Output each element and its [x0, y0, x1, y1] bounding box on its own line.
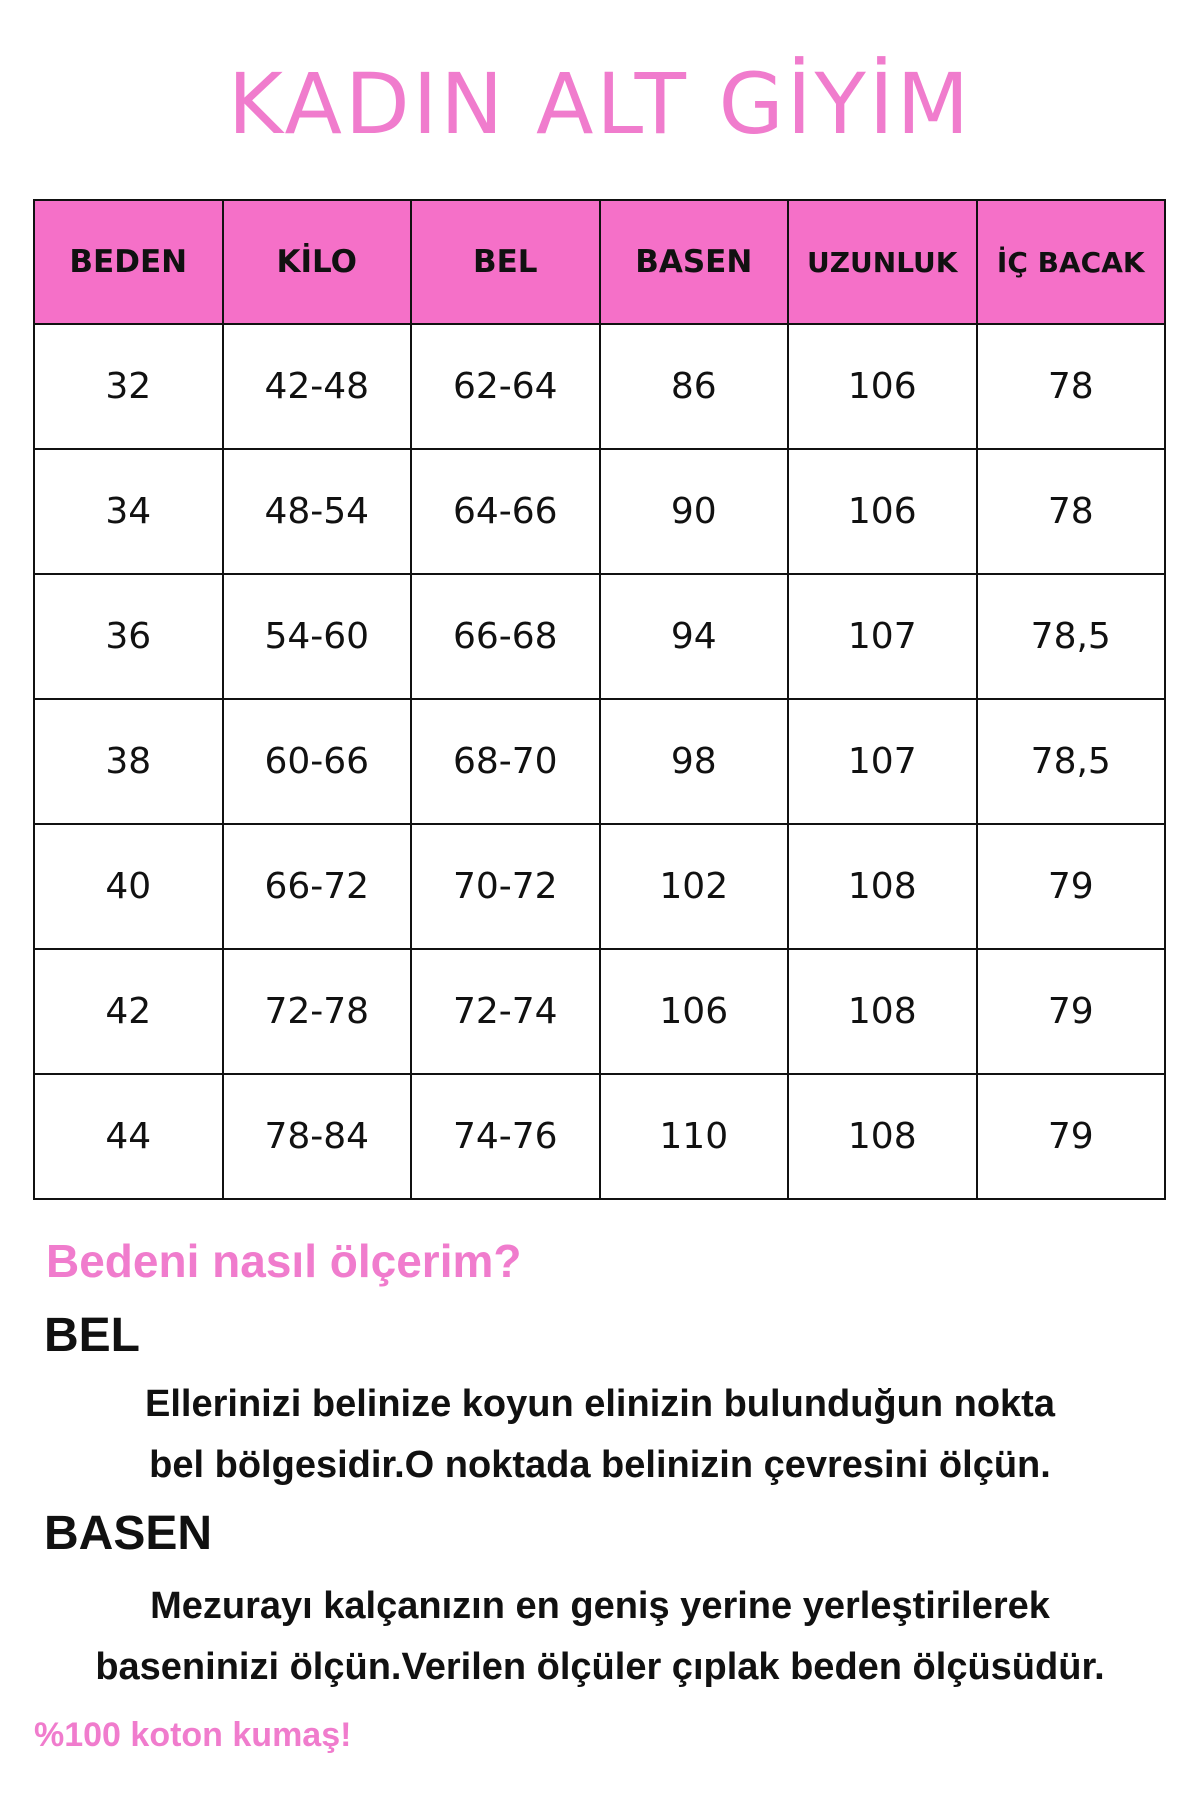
cell-beden: 44: [34, 1074, 223, 1199]
cell-bel: 68-70: [411, 699, 600, 824]
cell-beden: 32: [34, 324, 223, 449]
column-header-ic-bacak: İÇ BACAK: [977, 200, 1166, 324]
cell-ic-bacak: 79: [977, 949, 1166, 1074]
cell-bel: 64-66: [411, 449, 600, 574]
basen-instructions: [0, 1576, 1200, 1698]
basen-instruction-line: Mezurayı kalçanızın en geniş yerine yerleştirilerek: [150, 1585, 1050, 1627]
bel-section-title: BEL: [44, 1309, 140, 1362]
cell-bel: 62-64: [411, 324, 600, 449]
cell-basen: 86: [600, 324, 789, 449]
bel-instruction-line: bel bölgesidir.O noktada belinizin çevresini ölçün.: [149, 1444, 1051, 1486]
page-title: KADIN ALT GİYİM: [227, 55, 973, 153]
cell-kilo: 78-84: [223, 1074, 412, 1199]
cell-kilo: 42-48: [223, 324, 412, 449]
cell-uzunluk: 106: [788, 449, 977, 574]
cell-uzunluk: 108: [788, 824, 977, 949]
cell-kilo: 66-72: [223, 824, 412, 949]
cell-ic-bacak: 78: [977, 449, 1166, 574]
cell-beden: 38: [34, 699, 223, 824]
cell-ic-bacak: 78: [977, 324, 1166, 449]
cell-basen: 90: [600, 449, 789, 574]
cell-beden: 42: [34, 949, 223, 1074]
cell-uzunluk: 106: [788, 324, 977, 449]
cell-basen: 102: [600, 824, 789, 949]
column-header-beden: BEDEN: [34, 200, 223, 324]
table-header-row: [34, 200, 1165, 324]
cell-beden: 36: [34, 574, 223, 699]
size-chart-table: [33, 199, 1166, 1200]
fabric-note: %100 koton kumaş!: [34, 1716, 352, 1754]
cell-uzunluk: 107: [788, 699, 977, 824]
cell-uzunluk: 107: [788, 574, 977, 699]
cell-bel: 70-72: [411, 824, 600, 949]
cell-ic-bacak: 79: [977, 1074, 1166, 1199]
cell-beden: 34: [34, 449, 223, 574]
column-header-kilo: KİLO: [223, 200, 412, 324]
bel-instructions: [0, 1374, 1200, 1496]
cell-uzunluk: 108: [788, 1074, 977, 1199]
cell-basen: 110: [600, 1074, 789, 1199]
cell-ic-bacak: 78,5: [977, 574, 1166, 699]
cell-basen: 94: [600, 574, 789, 699]
column-header-uzunluk: UZUNLUK: [788, 200, 977, 324]
measure-guide-heading: Bedeni nasıl ölçerim?: [46, 1235, 522, 1287]
cell-basen: 98: [600, 699, 789, 824]
cell-uzunluk: 108: [788, 949, 977, 1074]
table-row: [34, 949, 1165, 1074]
cell-kilo: 48-54: [223, 449, 412, 574]
basen-instruction-line: baseninizi ölçün.Verilen ölçüler çıplak beden ölçüsüdür.: [95, 1646, 1105, 1688]
cell-beden: 40: [34, 824, 223, 949]
table-row: [34, 449, 1165, 574]
table-row: [34, 324, 1165, 449]
table-row: [34, 824, 1165, 949]
cell-bel: 74-76: [411, 1074, 600, 1199]
cell-basen: 106: [600, 949, 789, 1074]
cell-kilo: 60-66: [223, 699, 412, 824]
table-row: [34, 699, 1165, 824]
basen-section-title: BASEN: [44, 1507, 213, 1560]
column-header-bel: BEL: [411, 200, 600, 324]
cell-bel: 66-68: [411, 574, 600, 699]
cell-bel: 72-74: [411, 949, 600, 1074]
bel-instruction-line: Ellerinizi belinize koyun elinizin bulunduğun nokta: [145, 1383, 1055, 1425]
cell-kilo: 72-78: [223, 949, 412, 1074]
table-row: [34, 574, 1165, 699]
table-row: [34, 1074, 1165, 1199]
cell-ic-bacak: 79: [977, 824, 1166, 949]
column-header-basen: BASEN: [600, 200, 789, 324]
cell-ic-bacak: 78,5: [977, 699, 1166, 824]
cell-kilo: 54-60: [223, 574, 412, 699]
